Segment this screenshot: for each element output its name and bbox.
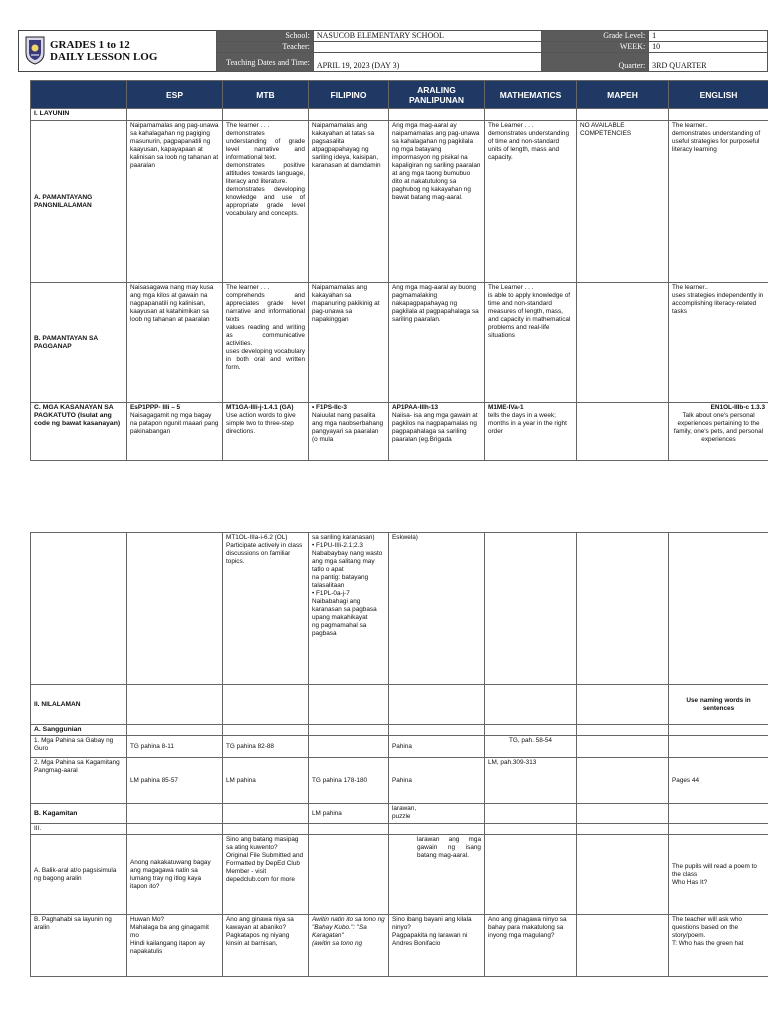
row-label: A. Balik-aral at/o pagsisimula ng bagong aralin xyxy=(31,835,127,915)
table-row xyxy=(31,685,768,725)
cell: TG pahina 178-180 xyxy=(309,758,389,804)
cell-text: Naisagagamit ng mga bagay na patapon ngunit maaari pang pakinabangan xyxy=(130,412,219,435)
cell: TG pahina 82-88 xyxy=(223,736,309,758)
table-row xyxy=(31,736,768,758)
cell xyxy=(389,403,485,461)
section-row xyxy=(31,109,768,121)
table-row xyxy=(31,915,768,977)
cell: NO AVAILABLE COMPETENCIES xyxy=(577,121,669,283)
cell: Pahina xyxy=(389,758,485,804)
dates-value: APRIL 19, 2023 (DAY 3) xyxy=(313,53,542,72)
cell: The learner.. demonstrates understanding of useful strategies for purposeful literacy learning xyxy=(669,121,768,283)
row-label: 1. Mga Pahina sa Gabay ng Guro xyxy=(31,736,127,758)
table-row xyxy=(31,403,768,461)
cell: The Learner . . . demonstrates understanding of time and non-standard units of length, mass and capacity. xyxy=(485,121,577,283)
cell: Ano ang ginawa niya sa kawayan at abaniko? Pagkatapos ng niyang kinsin at barnisan, xyxy=(223,915,309,977)
cell xyxy=(577,533,669,685)
cell: TG, pah. 58-54 xyxy=(485,736,577,758)
cell-text: Naiisa- isa ang mga gawain at pagkilos na nagpapamalas ng pagpapahalaga sa sariling paaralan (eg.Brigada xyxy=(392,412,478,443)
cell: Huwan Mo? Mahalaga ba ang ginagamit mo Hindi kailangang itapon ay napakatulis xyxy=(127,915,223,977)
col-header: MAPEH xyxy=(577,81,669,109)
cell: The learner.. uses strategies independently in accomplishing literacy-related tasks xyxy=(669,283,768,403)
week-value: 10 xyxy=(649,42,768,53)
competency-code: • F1PS-IIc-3 xyxy=(312,404,347,411)
cell-text: Use action words to give simple two to three-step directions. xyxy=(226,412,296,435)
title-line2: DAILY LESSON LOG xyxy=(50,51,158,63)
week-label: WEEK: xyxy=(542,42,649,53)
section-layunin: I. LAYUNIN xyxy=(31,109,127,121)
corner-header xyxy=(31,81,127,109)
cell: Pahina xyxy=(389,736,485,758)
col-header: FILIPINO xyxy=(309,81,389,109)
cell: Naipamamalas ang pag-unawa sa kahalagahan ng pagiging masunurin, pagpapanatili ng kaayusan, kapayapaan at kalinisan sa loob ng tahanan at paaralan xyxy=(127,121,223,283)
cell: TG pahina 8-11 xyxy=(127,736,223,758)
cell: Ang mga mag-aaral ay buong pagmamalaking nakapagpapahayag ng pagkilala at pagpapahalaga sa sariling paaralan. xyxy=(389,283,485,403)
table-row xyxy=(31,533,768,685)
table-row xyxy=(31,725,768,736)
row-label: A. PAMANTAYANG PANGNILALAMAN xyxy=(31,121,127,283)
table-row xyxy=(31,804,768,824)
cell: Naipamamalas ang kakayahan sa mapanuring pakikinig at pag-unawa sa napakinggan xyxy=(309,283,389,403)
cell xyxy=(669,403,768,461)
col-header: MTB xyxy=(223,81,309,109)
cell: Awitin natin ito sa tono ng "Bahay Kubo.": "Sa Karagatan" (awitin sa tono ng xyxy=(309,915,389,977)
cell xyxy=(223,403,309,461)
logo-box xyxy=(18,30,218,72)
col-header: ARALING PANLIPUNAN xyxy=(389,81,485,109)
competency-code: EN1OL-IIIb-c 1.3.3 xyxy=(710,404,765,411)
row-label: B. PAMANTAYAN SA PAGGANAP xyxy=(31,283,127,403)
cell: Sino ang batang masipag sa ating kuwento? Original File Submitted and Formatted by DepEd Club Member - visit depedclub.com for more xyxy=(223,835,309,915)
cell: LM pahina xyxy=(309,804,389,824)
cell: The pupils will read a poem to the class Who Has It? xyxy=(669,835,768,915)
section-iii: III. xyxy=(31,824,127,835)
competency-code: AP1PAA-IIIh-13 xyxy=(392,404,439,411)
info-table xyxy=(216,30,768,72)
row-label: 2. Mga Pahina sa Kagamitang Pangmag-aaral xyxy=(31,758,127,804)
cell: larawan, puzzle xyxy=(389,804,485,824)
cell xyxy=(309,403,389,461)
cell: Ang mga mag-aaral ay naipamamalas ang pag-unawa sa kahalagahan ng pagkilala ng mga batayang impormasyon ng pisikal na kapaligiran ng sariling paaralan at ang mga taong bumubuo dito at nakatutulong sa paghubog ng kakayahan ng bawat batang mag-aaral. xyxy=(389,121,485,283)
cell xyxy=(309,736,389,758)
cell-text: Naiuulat nang pasalita ang mga naobserbahang pangyayari sa paaralan (o mula xyxy=(312,412,384,443)
school-value: NASUCOB ELEMENTARY SCHOOL xyxy=(313,31,542,42)
cell xyxy=(485,533,577,685)
cell: Sino ibang bayani ang kilala ninyo? Pagpapakita ng larawan ni Andres Bonifacio xyxy=(389,915,485,977)
school-label: School: xyxy=(217,31,314,42)
cell: Eskwela) xyxy=(389,533,485,685)
row-label: C. MGA KASANAYAN SA PAGKATUTO (Isulat ang code ng bawat kasanayan) xyxy=(31,403,127,461)
cell: Anong nakakatuwang bagay ang magagawa natin sa lumang tray ng itlog kaya itapon ito? xyxy=(127,835,223,915)
row-label xyxy=(31,533,127,685)
cell-text: Talk about one's personal experiences pertaining to the family, one's pets, and personal experiences xyxy=(673,412,764,443)
quarter-label: Quarter: xyxy=(542,53,649,72)
cell: Use naming words in sentences xyxy=(669,685,768,725)
table-row xyxy=(31,835,768,915)
row-label: B. Kagamitan xyxy=(31,804,127,824)
cell: larawan ang mga gawain ng isang batang mag-aaral. xyxy=(389,835,485,915)
title-line1: GRADES 1 to 12 xyxy=(50,39,130,51)
table-row xyxy=(31,824,768,835)
cell: The teacher will ask who questions based on the story/poem. T: Who has the green hat xyxy=(669,915,768,977)
cell xyxy=(127,533,223,685)
teacher-label: Teacher: xyxy=(217,42,314,53)
dates-label: Teaching Dates and Time: xyxy=(217,53,314,72)
cell xyxy=(577,283,669,403)
cell: The Learner . . . is able to apply knowledge of time and non-standard measures of length, mass, and capacity in mathematical problems and real-life situations xyxy=(485,283,577,403)
table-row xyxy=(31,283,768,403)
header xyxy=(18,30,768,72)
cell: LM, pah.309-313 xyxy=(485,758,577,804)
row-label: B. Paghahabi sa layunin ng aralin xyxy=(31,915,127,977)
cell xyxy=(485,403,577,461)
cell: The learner . . . comprehends and appreciates grade level narrative and informational texts values reading and writing as communicative activities. uses developing vocabulary in both oral and written form. xyxy=(223,283,309,403)
competency-code: EsP1PPP- IIIi – 5 xyxy=(130,404,181,411)
cell-text: tells the days in a week; months in a year in the right order xyxy=(488,412,567,435)
top-table xyxy=(30,80,768,461)
deped-seal-icon xyxy=(24,35,46,65)
cell: MT1OL-IIIa-i-6.2 (OL) Participate actively in class discussions on familiar topics. xyxy=(223,533,309,685)
grade-label: Grade Level: xyxy=(542,31,649,42)
competency-code: MT1GA-IIIi-j-1.4.1 (GA) xyxy=(226,404,294,411)
table-row xyxy=(31,121,768,283)
competency-code: M1ME-IVa-1 xyxy=(488,404,524,411)
cell: LM pahina 85-57 xyxy=(127,758,223,804)
column-header-row xyxy=(31,81,768,109)
cell: Naipamamalas ang kakayahan at tatas sa pagsasalita atpagpapahayag ng sariling ideya, kaisipan, karanasan at damdamin xyxy=(309,121,389,283)
col-header: ESP xyxy=(127,81,223,109)
teacher-value xyxy=(313,42,542,53)
cell xyxy=(669,533,768,685)
bottom-table xyxy=(30,532,768,977)
cell: Naisasagawa nang may kusa ang mga kilos at gawain na nagpapanatili ng kalinisan, kaayusan at katahimikan sa loob ng tahanan at paaralan xyxy=(127,283,223,403)
quarter-value: 3RD QUARTER xyxy=(649,53,768,72)
row-label: A. Sanggunian xyxy=(31,725,127,736)
grade-value: 1 xyxy=(649,31,768,42)
cell: sa sariling karanasan) • F1PU-IIIi-2.1;2.3 Nababaybay nang wasto ang mga salitang may tatlo o apat na pantig: batayang talasalitaan • F1PL-0a-j-7 Naibabahagi ang karanasan sa pagbasa upang makahikayat ng pagmamahal sa pagbasa xyxy=(309,533,389,685)
cell: The learner . . . demonstrates understanding of grade level narrative and informational text. demonstrates positive attitudes towards language, literacy and literature. demonstrates developing knowledge and use of appropriate grade level vocabulary and concepts. xyxy=(223,121,309,283)
cell xyxy=(127,403,223,461)
table-row xyxy=(31,758,768,804)
col-header: MATHEMATICS xyxy=(485,81,577,109)
cell xyxy=(577,403,669,461)
cell: LM pahina xyxy=(223,758,309,804)
log-title xyxy=(50,39,157,63)
cell: Pages 44 xyxy=(669,758,768,804)
row-label: II. NILALAMAN xyxy=(31,685,127,725)
cell: Ano ang ginagawa ninyo sa bahay para makatulong sa inyong mga magulang? xyxy=(485,915,577,977)
col-header: ENGLISH xyxy=(669,81,768,109)
